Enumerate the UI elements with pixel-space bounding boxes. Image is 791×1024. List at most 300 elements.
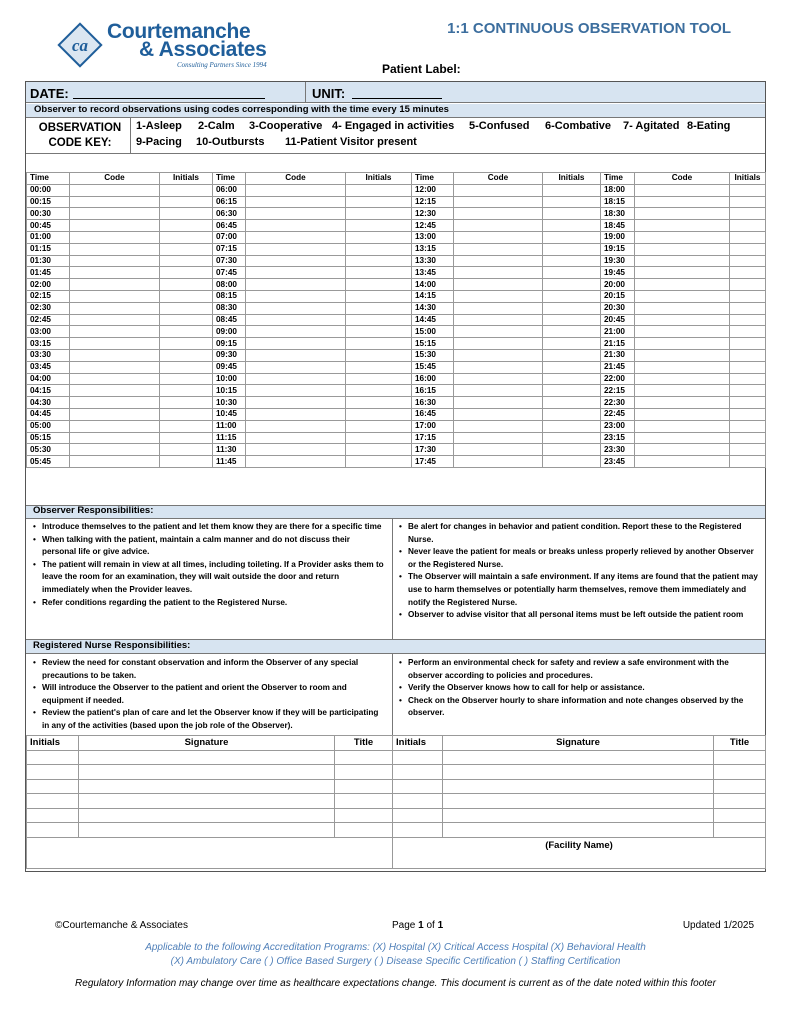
code-cell[interactable] [70, 326, 160, 338]
signature-rows [27, 750, 766, 837]
initials-cell[interactable] [543, 290, 601, 302]
title-cell[interactable] [714, 823, 766, 838]
initials-cell[interactable] [160, 444, 213, 456]
initials-cell[interactable] [346, 267, 412, 279]
initials-cell[interactable] [160, 397, 213, 409]
initials-cell[interactable] [346, 444, 412, 456]
code-cell[interactable] [454, 220, 543, 232]
initials-cell[interactable] [346, 314, 412, 326]
initials-cell[interactable] [160, 267, 213, 279]
initials-cell[interactable] [346, 338, 412, 350]
initials-cell[interactable] [346, 302, 412, 314]
initials-cell[interactable] [543, 361, 601, 373]
code-cell[interactable] [635, 267, 730, 279]
initials-cell[interactable] [543, 326, 601, 338]
code-cell[interactable] [246, 432, 346, 444]
code-cell[interactable] [246, 444, 346, 456]
initials-cell[interactable] [346, 326, 412, 338]
facility-name-cell[interactable] [393, 837, 766, 868]
code-cell[interactable] [454, 243, 543, 255]
code-cell[interactable] [70, 420, 160, 432]
code-cell[interactable] [454, 196, 543, 208]
initials-cell[interactable] [730, 290, 766, 302]
code-cell[interactable] [454, 302, 543, 314]
initials-cell[interactable] [730, 231, 766, 243]
code-cell[interactable] [635, 456, 730, 468]
observer-section-title: Observer Responsibilities: [33, 505, 154, 516]
code-cell[interactable] [246, 184, 346, 196]
initials-cell[interactable] [730, 196, 766, 208]
time-cell: 20:30 [601, 302, 635, 314]
code-cell[interactable] [635, 220, 730, 232]
initials-cell[interactable] [346, 432, 412, 444]
code-cell[interactable] [635, 338, 730, 350]
time-cell: 10:15 [213, 385, 246, 397]
title-cell[interactable] [335, 794, 393, 809]
code-cell[interactable] [454, 349, 543, 361]
time-cell: 05:45 [27, 456, 70, 468]
initials-cell[interactable] [160, 432, 213, 444]
title-cell[interactable] [714, 765, 766, 780]
time-cell: 04:00 [27, 373, 70, 385]
code-cell[interactable] [70, 231, 160, 243]
code-cell[interactable] [246, 302, 346, 314]
table-row [27, 184, 766, 196]
code-cell[interactable] [635, 302, 730, 314]
time-cell: 17:45 [412, 456, 454, 468]
initials-cell[interactable] [543, 314, 601, 326]
initials-cell[interactable] [160, 338, 213, 350]
initials-cell[interactable] [543, 349, 601, 361]
title-cell[interactable] [714, 779, 766, 794]
code-cell[interactable] [635, 314, 730, 326]
initials-cell[interactable] [543, 255, 601, 267]
title-cell[interactable] [714, 794, 766, 809]
code-cell[interactable] [246, 279, 346, 291]
initials-cell[interactable] [730, 361, 766, 373]
time-cell: 22:45 [601, 408, 635, 420]
initials-cell[interactable] [543, 420, 601, 432]
code-cell[interactable] [454, 361, 543, 373]
signature-cell[interactable] [443, 823, 714, 838]
initials-cell[interactable] [543, 456, 601, 468]
initials-cell[interactable] [543, 243, 601, 255]
initials-cell[interactable] [543, 373, 601, 385]
code-cell[interactable] [454, 338, 543, 350]
code-cell[interactable] [70, 220, 160, 232]
sig-header-title: Title [714, 736, 766, 751]
initials-cell[interactable] [543, 220, 601, 232]
code-cell[interactable] [454, 279, 543, 291]
title-cell[interactable] [335, 779, 393, 794]
time-cell: 02:30 [27, 302, 70, 314]
initials-cell[interactable] [346, 456, 412, 468]
code-cell[interactable] [635, 326, 730, 338]
time-cell: 01:00 [27, 231, 70, 243]
time-cell: 22:15 [601, 385, 635, 397]
code-item: 4- Engaged in activities [332, 120, 455, 132]
initials-cell[interactable] [160, 255, 213, 267]
initials-cell[interactable] [730, 420, 766, 432]
signature-cell[interactable] [443, 779, 714, 794]
initials-cell[interactable] [393, 794, 443, 809]
code-item: 3-Cooperative [249, 120, 323, 132]
initials-cell[interactable] [346, 290, 412, 302]
code-cell[interactable] [70, 385, 160, 397]
initials-cell[interactable] [543, 408, 601, 420]
code-cell[interactable] [70, 361, 160, 373]
code-cell[interactable] [70, 338, 160, 350]
title-cell[interactable] [714, 750, 766, 765]
code-cell[interactable] [454, 267, 543, 279]
code-cell[interactable] [454, 373, 543, 385]
initials-cell[interactable] [730, 385, 766, 397]
initials-cell[interactable] [393, 750, 443, 765]
code-cell[interactable] [246, 373, 346, 385]
initials-cell[interactable] [27, 779, 79, 794]
initials-cell[interactable] [346, 408, 412, 420]
code-cell[interactable] [70, 184, 160, 196]
initials-cell[interactable] [346, 231, 412, 243]
code-cell[interactable] [246, 361, 346, 373]
code-cell[interactable] [454, 456, 543, 468]
time-cell: 05:30 [27, 444, 70, 456]
sig-header-signature: Signature [79, 736, 335, 751]
signature-row [27, 823, 766, 838]
initials-cell[interactable] [160, 456, 213, 468]
list-item: • The patient will remain in view at all times, including toileting. If a Provider asks them to leave the room for an examination, they will wait outside the door and return immediately when the Provider leaves. [30, 559, 386, 597]
code-cell[interactable] [635, 255, 730, 267]
initials-cell[interactable] [393, 779, 443, 794]
time-cell: 12:15 [412, 196, 454, 208]
signature-cell[interactable] [443, 750, 714, 765]
initials-cell[interactable] [346, 361, 412, 373]
code-cell[interactable] [635, 385, 730, 397]
code-cell[interactable] [635, 444, 730, 456]
company-logo [55, 18, 285, 74]
code-cell[interactable] [70, 255, 160, 267]
code-cell[interactable] [246, 338, 346, 350]
initials-cell[interactable] [160, 302, 213, 314]
initials-cell[interactable] [160, 314, 213, 326]
code-cell[interactable] [454, 408, 543, 420]
initials-cell[interactable] [160, 290, 213, 302]
time-cell: 16:45 [412, 408, 454, 420]
time-cell: 21:00 [601, 326, 635, 338]
code-cell[interactable] [70, 408, 160, 420]
initials-cell[interactable] [27, 750, 79, 765]
code-cell[interactable] [454, 397, 543, 409]
initials-cell[interactable] [730, 432, 766, 444]
time-cell: 18:30 [601, 208, 635, 220]
code-cell[interactable] [246, 220, 346, 232]
date-field[interactable] [73, 98, 265, 99]
code-cell[interactable] [454, 444, 543, 456]
code-cell[interactable] [454, 290, 543, 302]
code-cell[interactable] [70, 267, 160, 279]
initials-cell[interactable] [543, 444, 601, 456]
code-cell[interactable] [70, 349, 160, 361]
initials-cell[interactable] [346, 243, 412, 255]
page-total: 1 [437, 920, 444, 931]
signature-cell[interactable] [79, 823, 335, 838]
initials-cell[interactable] [730, 373, 766, 385]
page-title: 1:1 CONTINUOUS OBSERVATION TOOL [447, 20, 731, 37]
page-of: of [423, 920, 438, 931]
time-cell: 23:15 [601, 432, 635, 444]
code-cell[interactable] [246, 326, 346, 338]
code-cell[interactable] [635, 208, 730, 220]
initials-cell[interactable] [346, 220, 412, 232]
title-cell[interactable] [335, 765, 393, 780]
time-cell: 03:15 [27, 338, 70, 350]
code-cell[interactable] [454, 420, 543, 432]
list-item: • The Observer will maintain a safe environment. If any items are found that the patient may use to harm themselves or potentially harm themselves, remove them immediately and notify the Registered Nurse. [396, 571, 762, 609]
initials-cell[interactable] [730, 302, 766, 314]
unit-field[interactable] [352, 98, 442, 99]
accreditation-line2: (X) Ambulatory Care ( ) Office Based Surgery ( ) Disease Specific Certification ( ) Staffing Certification [170, 956, 621, 967]
signature-cell[interactable] [443, 808, 714, 823]
time-cell: 19:30 [601, 255, 635, 267]
code-cell[interactable] [635, 196, 730, 208]
col-header-time: Time [601, 173, 635, 185]
initials-cell[interactable] [393, 765, 443, 780]
col-header-code: Code [246, 173, 346, 185]
initials-cell[interactable] [543, 397, 601, 409]
code-cell[interactable] [635, 420, 730, 432]
time-cell: 03:45 [27, 361, 70, 373]
code-cell[interactable] [635, 231, 730, 243]
code-cell[interactable] [635, 184, 730, 196]
initials-cell[interactable] [346, 349, 412, 361]
initials-cell[interactable] [730, 338, 766, 350]
time-cell: 13:00 [412, 231, 454, 243]
sig-header-signature: Signature [443, 736, 714, 751]
signature-cell[interactable] [79, 794, 335, 809]
initials-cell[interactable] [160, 184, 213, 196]
facility-name-label: (Facility Name) [545, 839, 613, 851]
list-item: • Be alert for changes in behavior and patient condition. Report these to the Registered Nurse. [396, 521, 762, 546]
initials-cell[interactable] [730, 456, 766, 468]
initials-cell[interactable] [160, 408, 213, 420]
time-cell: 19:15 [601, 243, 635, 255]
code-cell[interactable] [246, 314, 346, 326]
code-cell[interactable] [70, 432, 160, 444]
initials-cell[interactable] [160, 385, 213, 397]
title-cell[interactable] [335, 823, 393, 838]
initials-cell[interactable] [730, 255, 766, 267]
code-cell[interactable] [635, 432, 730, 444]
code-cell[interactable] [635, 397, 730, 409]
code-cell[interactable] [454, 184, 543, 196]
signature-header-row [27, 736, 766, 751]
initials-cell[interactable] [730, 184, 766, 196]
code-cell[interactable] [454, 231, 543, 243]
initials-cell[interactable] [730, 243, 766, 255]
initials-cell[interactable] [160, 208, 213, 220]
code-cell[interactable] [454, 432, 543, 444]
initials-cell[interactable] [543, 302, 601, 314]
initials-cell[interactable] [730, 208, 766, 220]
code-cell[interactable] [70, 397, 160, 409]
time-cell: 08:45 [213, 314, 246, 326]
initials-cell[interactable] [346, 279, 412, 291]
signature-cell[interactable] [79, 808, 335, 823]
code-cell[interactable] [454, 326, 543, 338]
initials-cell[interactable] [160, 196, 213, 208]
code-cell[interactable] [70, 444, 160, 456]
initials-cell[interactable] [543, 267, 601, 279]
title-cell[interactable] [335, 750, 393, 765]
code-cell[interactable] [454, 314, 543, 326]
initials-cell[interactable] [160, 361, 213, 373]
initials-cell[interactable] [393, 823, 443, 838]
code-cell[interactable] [70, 302, 160, 314]
code-cell[interactable] [70, 314, 160, 326]
table-row [27, 456, 766, 468]
signature-cell[interactable] [443, 794, 714, 809]
code-cell[interactable] [635, 349, 730, 361]
initials-cell[interactable] [160, 373, 213, 385]
code-cell[interactable] [635, 243, 730, 255]
initials-cell[interactable] [160, 231, 213, 243]
code-cell[interactable] [246, 397, 346, 409]
code-cell[interactable] [246, 385, 346, 397]
code-cell[interactable] [70, 243, 160, 255]
code-cell[interactable] [246, 290, 346, 302]
initials-cell[interactable] [543, 385, 601, 397]
initials-cell[interactable] [730, 444, 766, 456]
signature-cell[interactable] [79, 765, 335, 780]
initials-cell[interactable] [346, 196, 412, 208]
patient-label: Patient Label: [382, 62, 461, 76]
initials-cell[interactable] [160, 349, 213, 361]
divider [392, 654, 393, 735]
table-row [27, 314, 766, 326]
initials-cell[interactable] [730, 397, 766, 409]
signature-cell[interactable] [79, 750, 335, 765]
initials-cell[interactable] [730, 349, 766, 361]
time-cell: 08:30 [213, 302, 246, 314]
time-cell: 16:00 [412, 373, 454, 385]
col-header-initials: Initials [730, 173, 766, 185]
time-cell: 14:15 [412, 290, 454, 302]
code-cell[interactable] [70, 373, 160, 385]
table-row [27, 196, 766, 208]
code-cell[interactable] [246, 456, 346, 468]
code-item: 5-Confused [469, 120, 530, 132]
code-cell[interactable] [246, 349, 346, 361]
code-cell[interactable] [454, 208, 543, 220]
col-header-time: Time [412, 173, 454, 185]
list-item: • Refer conditions regarding the patient to the Registered Nurse. [30, 597, 386, 610]
title-cell[interactable] [714, 808, 766, 823]
initials-cell[interactable] [346, 373, 412, 385]
brand-name-line1: Courtemanche [107, 20, 251, 43]
time-cell: 07:45 [213, 267, 246, 279]
time-cell: 07:15 [213, 243, 246, 255]
initials-cell[interactable] [346, 184, 412, 196]
code-cell[interactable] [70, 208, 160, 220]
code-cell[interactable] [246, 267, 346, 279]
initials-cell[interactable] [346, 420, 412, 432]
time-cell: 16:15 [412, 385, 454, 397]
initials-cell[interactable] [730, 279, 766, 291]
initials-cell[interactable] [393, 808, 443, 823]
initials-cell[interactable] [160, 279, 213, 291]
code-cell[interactable] [454, 255, 543, 267]
initials-cell[interactable] [543, 279, 601, 291]
code-cell[interactable] [70, 279, 160, 291]
signature-cell[interactable] [443, 765, 714, 780]
initials-cell[interactable] [346, 397, 412, 409]
time-cell: 11:30 [213, 444, 246, 456]
code-cell[interactable] [635, 361, 730, 373]
code-cell[interactable] [635, 408, 730, 420]
initials-cell[interactable] [543, 184, 601, 196]
initials-cell[interactable] [346, 208, 412, 220]
code-cell[interactable] [70, 456, 160, 468]
time-cell: 21:45 [601, 361, 635, 373]
initials-cell[interactable] [160, 326, 213, 338]
time-cell: 17:15 [412, 432, 454, 444]
code-cell[interactable] [246, 255, 346, 267]
code-cell[interactable] [246, 196, 346, 208]
signature-row [27, 779, 766, 794]
code-cell[interactable] [246, 420, 346, 432]
code-cell[interactable] [454, 385, 543, 397]
initials-cell[interactable] [730, 220, 766, 232]
initials-cell[interactable] [730, 267, 766, 279]
initials-cell[interactable] [160, 243, 213, 255]
time-cell: 07:30 [213, 255, 246, 267]
initials-cell[interactable] [27, 823, 79, 838]
initials-cell[interactable] [543, 208, 601, 220]
initials-cell[interactable] [160, 420, 213, 432]
code-cell[interactable] [70, 196, 160, 208]
initials-cell[interactable] [730, 326, 766, 338]
code-cell[interactable] [246, 408, 346, 420]
page-prefix: Page [392, 920, 419, 931]
initials-cell[interactable] [27, 808, 79, 823]
code-cell[interactable] [635, 290, 730, 302]
initials-cell[interactable] [543, 338, 601, 350]
code-cell[interactable] [246, 243, 346, 255]
initials-cell[interactable] [160, 220, 213, 232]
time-cell: 01:45 [27, 267, 70, 279]
code-cell[interactable] [70, 290, 160, 302]
copyright: ©Courtemanche & Associates [55, 920, 188, 931]
code-cell[interactable] [635, 373, 730, 385]
initials-cell[interactable] [543, 196, 601, 208]
initials-cell[interactable] [346, 255, 412, 267]
code-cell[interactable] [635, 279, 730, 291]
initials-cell[interactable] [543, 432, 601, 444]
date-unit-band [26, 82, 765, 103]
code-cell[interactable] [246, 231, 346, 243]
signature-cell[interactable] [79, 779, 335, 794]
time-cell: 12:45 [412, 220, 454, 232]
title-cell[interactable] [335, 808, 393, 823]
code-cell[interactable] [246, 208, 346, 220]
initials-cell[interactable] [730, 314, 766, 326]
initials-cell[interactable] [543, 231, 601, 243]
initials-cell[interactable] [730, 408, 766, 420]
initials-cell[interactable] [27, 765, 79, 780]
table-row [27, 338, 766, 350]
initials-cell[interactable] [346, 385, 412, 397]
initials-cell[interactable] [27, 794, 79, 809]
